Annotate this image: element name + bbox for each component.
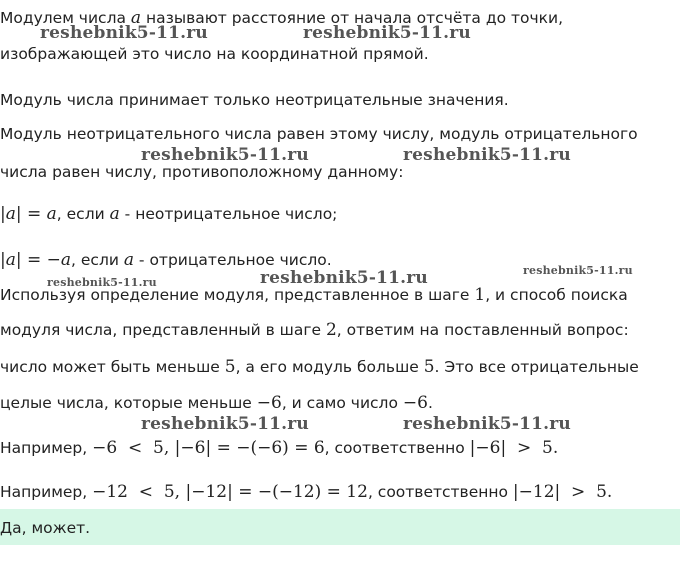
text-segment: называют расстояние от начала отсчёта до точки,	[141, 9, 564, 27]
text-segment: Используя определение модуля, представленное в шаге	[0, 286, 475, 304]
math-number: −6	[256, 393, 282, 413]
watermark: reshebnik5-11.ru	[403, 414, 571, 434]
watermark: reshebnik5-11.ru	[141, 145, 309, 165]
text-segment: , а его модуль больше	[235, 358, 424, 376]
math-variable: a	[130, 8, 142, 28]
example-1	[0, 438, 558, 458]
math-formula: −6 < 5, |−6| = −(−6) = 6	[92, 438, 325, 458]
text-segment: . Это все отрицательные	[434, 358, 639, 376]
text-segment: - отрицательное число.	[134, 251, 332, 269]
text-segment: модуля числа, представленный в шаге	[0, 321, 326, 339]
answer-box	[0, 509, 680, 545]
watermark: reshebnik5-11.ru	[403, 145, 571, 165]
text-segment: , соответственно	[324, 439, 470, 457]
watermark: reshebnik5-11.ru	[40, 23, 208, 43]
text-segment: число может быть меньше	[0, 358, 225, 376]
math-formula: |a| = a	[0, 204, 57, 224]
math-formula: |a| = −a	[0, 250, 72, 270]
definition-line-2: изображающей это число на координатной прямой.	[0, 45, 429, 63]
can-line-2	[0, 393, 433, 413]
text-segment: Например,	[0, 439, 93, 457]
text-segment: , и способ поиска	[485, 286, 628, 304]
example-2	[0, 482, 612, 502]
formula-nonnegative	[0, 204, 337, 224]
math-number: 5	[224, 357, 236, 377]
watermark: reshebnik5-11.ru	[260, 268, 428, 288]
math-formula: −12 < 5, |−12| = −(−12) = 12	[92, 482, 368, 502]
rule-line-2: числа равен числу, противоположному данному:	[0, 163, 404, 181]
text-segment: .	[427, 394, 433, 412]
text-segment: , соответственно	[367, 483, 513, 501]
math-number: 1	[474, 285, 486, 305]
can-line-1	[0, 357, 639, 377]
using-line-2	[0, 320, 629, 340]
text-segment: - неотрицательное число;	[119, 205, 338, 223]
text-segment: , и само число	[281, 394, 403, 412]
formula-negative	[0, 250, 332, 270]
math-variable: a	[109, 204, 120, 224]
math-formula: |−6| > 5.	[469, 438, 559, 458]
text-segment: , ответим на поставленный вопрос:	[336, 321, 629, 339]
math-number: 5	[423, 357, 435, 377]
text-segment: Модулем числа	[0, 9, 131, 27]
math-variable: a	[123, 250, 134, 270]
watermark: reshebnik5-11.ru	[47, 276, 157, 289]
math-number: 2	[325, 320, 337, 340]
math-number: −6	[402, 393, 428, 413]
text-segment: целые числа, которые меньше	[0, 394, 257, 412]
rule-line-1: Модуль неотрицательного числа равен этому числу, модуль отрицательного	[0, 125, 638, 143]
text-segment: , если	[56, 205, 110, 223]
text-segment: Например,	[0, 483, 93, 501]
nonnegative-statement: Модуль числа принимает только неотрицательные значения.	[0, 91, 509, 109]
answer-text: Да, может.	[0, 519, 91, 537]
math-formula: |−12| > 5.	[512, 482, 613, 502]
watermark: reshebnik5-11.ru	[523, 264, 633, 277]
watermark: reshebnik5-11.ru	[141, 414, 309, 434]
text-segment: , если	[71, 251, 124, 269]
watermark: reshebnik5-11.ru	[303, 23, 471, 43]
